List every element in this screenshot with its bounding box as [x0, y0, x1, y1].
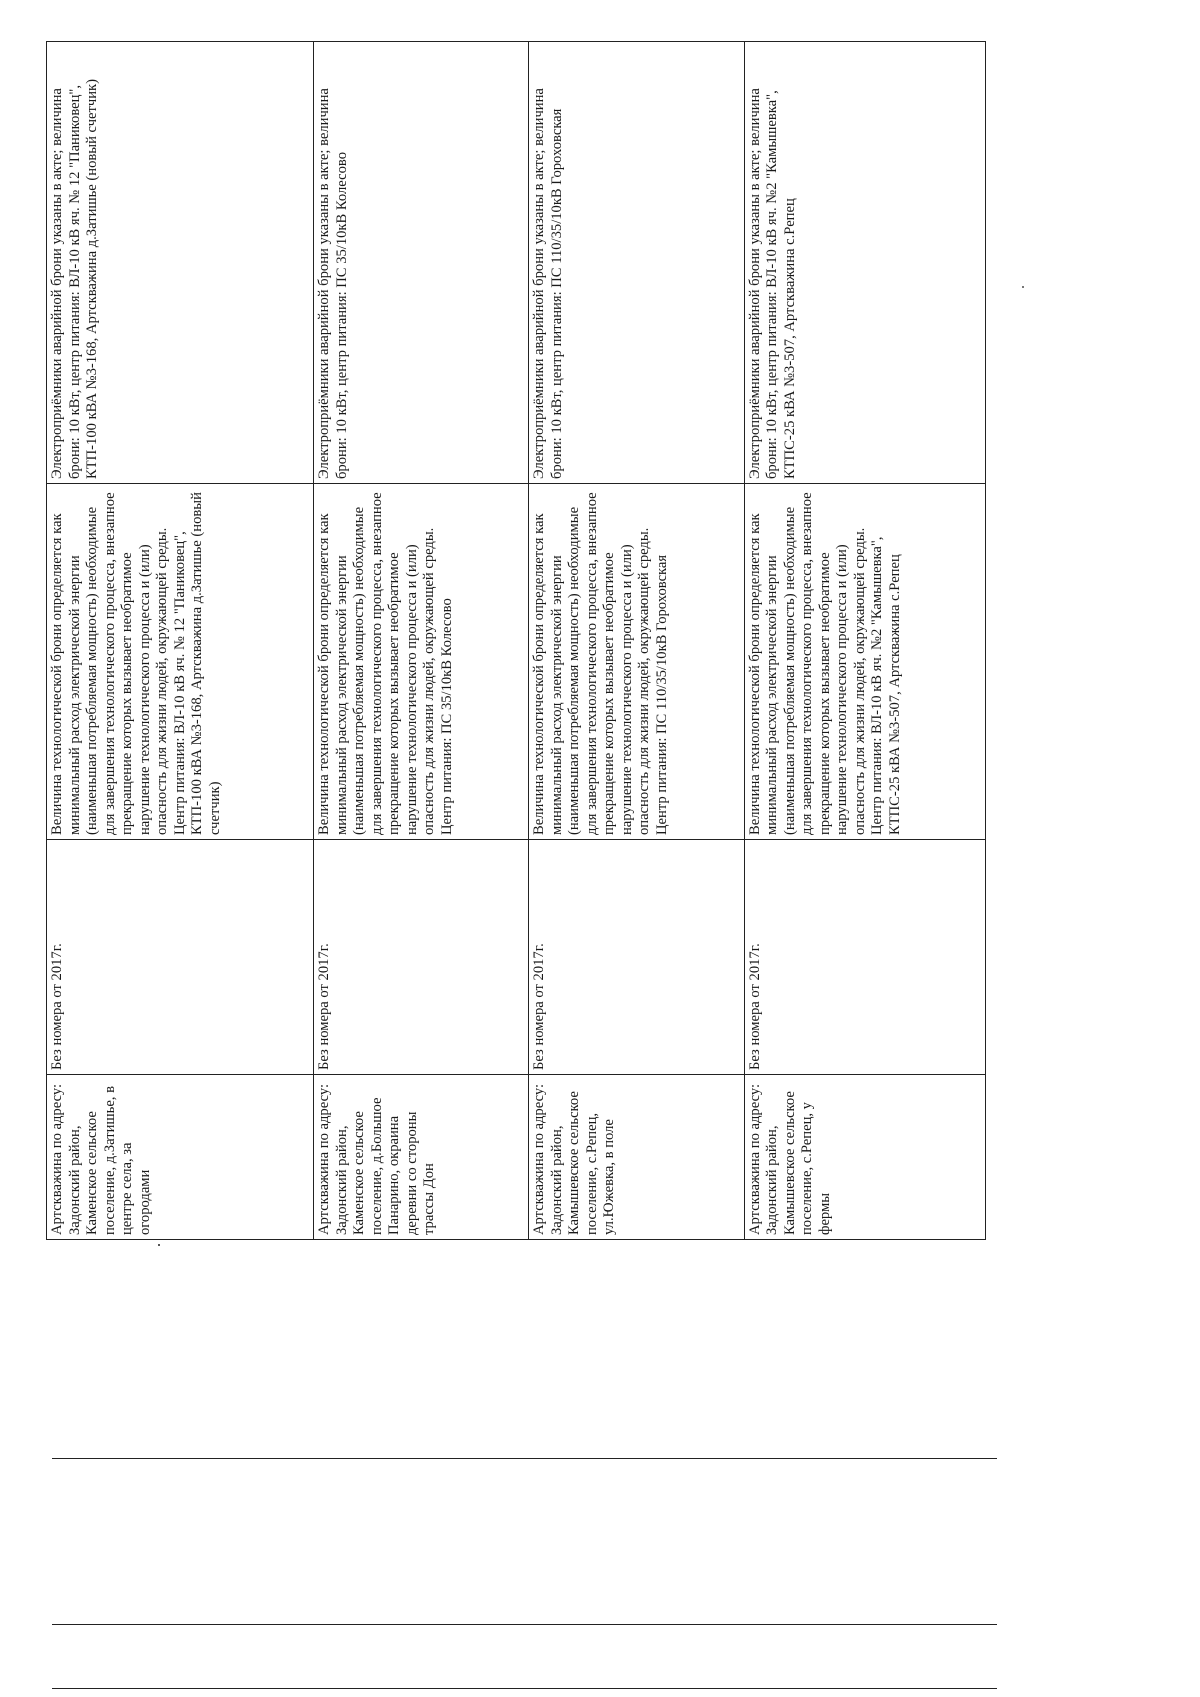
horizontal-rule [52, 1458, 997, 1459]
address-cell: Артскважина по адресу: Задонский район, Каменское сельское поселение, д.Затишье, в центре села, за огородами [47, 1075, 314, 1240]
act-cell: Без номера от 2017г. [314, 840, 529, 1075]
table-row [529, 42, 744, 1240]
reserve-table [46, 41, 986, 1240]
tech-reserve-cell: Величина технологической брони определяется как минимальный расход электрической энергии (наименьшая потребляемая мощность) необходимые для завершения технологического процесса, внезапное прекращение которых вызывает необратимое нарушение технологического процесса и (или) опасность для жизни людей, окружающей среды. Центр питания: ВЛ-10 кВ яч. №2 "Камышевка", КТПС-25 кВА №3-507, Артскважина с.Репец [744, 484, 985, 840]
scan-speck [1022, 286, 1024, 288]
act-cell: Без номера от 2017г. [529, 840, 744, 1075]
horizontal-rule [52, 1624, 997, 1625]
address-cell: Артскважина по адресу: Задонский район, Камышевское сельское поселение, с.Репец, у фермы [744, 1075, 985, 1240]
address-cell: Артскважина по адресу: Задонский район, Камышевское сельское поселение, с.Репец, ул.Южевка, в поле [529, 1075, 744, 1240]
address-cell: Артскважина по адресу: Задонский район, Каменское сельское поселение, д.Большое Панарино, окраина деревни со стороны трассы Дон [314, 1075, 529, 1240]
table-row [47, 42, 314, 1240]
emergency-reserve-cell: Электроприёмники аварийной брони указаны в акте; величина брони: 10 кВт, центр питания: ВЛ-10 кВ яч. № 12 "Паниковец", КТП-100 кВА №3-168, Артскважина д.Затишье (новый счетчик) [47, 42, 314, 484]
rotated-table-container [46, 42, 986, 1240]
emergency-reserve-cell: Электроприёмники аварийной брони указаны в акте; величина брони: 10 кВт, центр питания: ПС 110/35/10кВ Гороховская [529, 42, 744, 484]
tech-reserve-cell: Величина технологической брони определяется как минимальный расход электрической энергии (наименьшая потребляемая мощность) необходимые для завершения технологического процесса, внезапное прекращение которых вызывает необратимое нарушение технологического процесса и (или) опасность для жизни людей, окружающей среды. Центр питания: ПС 35/10кВ Колесово [314, 484, 529, 840]
tech-reserve-cell: Величина технологической брони определяется как минимальный расход электрической энергии (наименьшая потребляемая мощность) необходимые для завершения технологического процесса, внезапное прекращение которых вызывает необратимое нарушение технологического процесса и (или) опасность для жизни людей, окружающей среды. Центр питания: ПС 110/35/10кВ Гороховская [529, 484, 744, 840]
emergency-reserve-cell: Электроприёмники аварийной брони указаны в акте; величина брони: 10 кВт, центр питания: ВЛ-10 кВ яч. №2 "Камышевка", КТПС-25 кВА №3-507, Артскважина с.Репец [744, 42, 985, 484]
horizontal-rule [52, 1688, 997, 1689]
act-cell: Без номера от 2017г. [744, 840, 985, 1075]
table-row [744, 42, 985, 1240]
scan-speck [158, 1244, 160, 1246]
emergency-reserve-cell: Электроприёмники аварийной брони указаны в акте; величина брони: 10 кВт, центр питания: ПС 35/10кВ Колесово [314, 42, 529, 484]
tech-reserve-cell: Величина технологической брони определяется как минимальный расход электрической энергии (наименьшая потребляемая мощность) необходимые для завершения технологического процесса, внезапное прекращение которых вызывает необратимое нарушение технологического процесса и (или) опасность для жизни людей, окружающей среды. Центр питания: ВЛ-10 кВ яч. № 12 "Паниковец", КТП-100 кВА №3-168, Артскважина д.Затишье (новый счетчик) [47, 484, 314, 840]
act-cell: Без номера от 2017г. [47, 840, 314, 1075]
table-row [314, 42, 529, 1240]
